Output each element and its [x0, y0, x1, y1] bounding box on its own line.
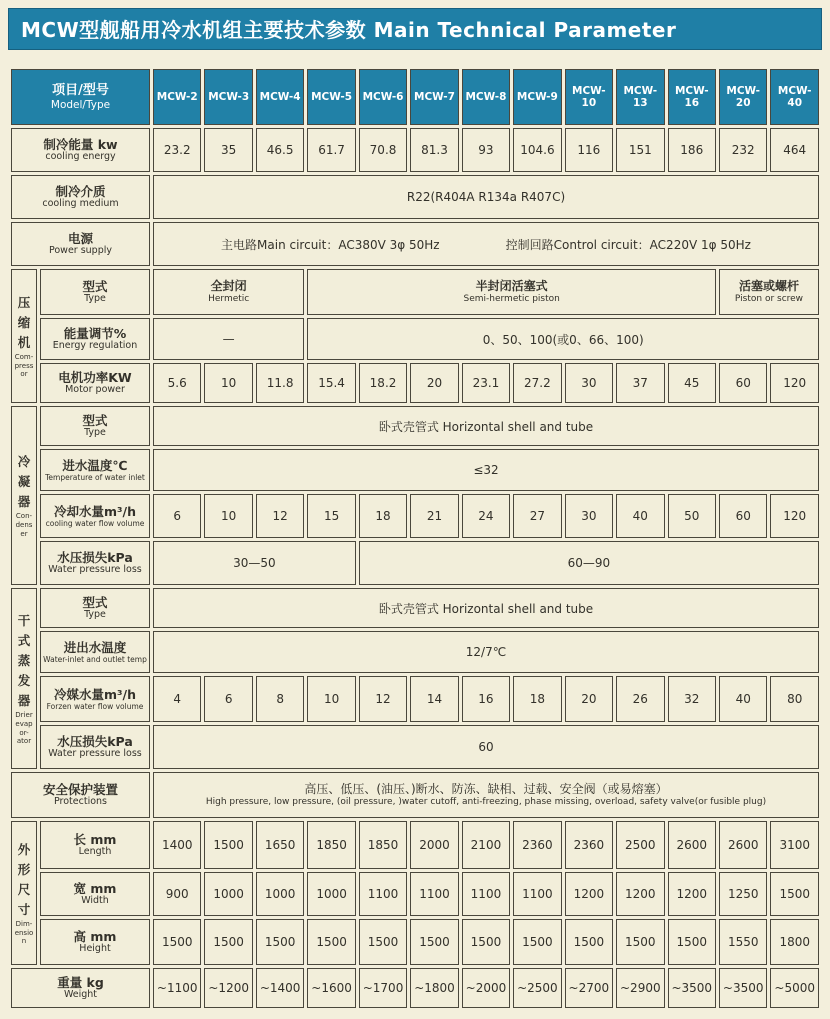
- group-label-evaporator: 干式蒸发器 Drier evapor- ator: [11, 588, 37, 769]
- model-header-cell: MCW-4: [256, 69, 304, 125]
- value-cell: 1200: [616, 872, 664, 916]
- table-row-cooling-water: [11, 494, 819, 538]
- row-label-evap-pressure-loss: 水压损失kPa Water pressure loss: [40, 725, 150, 769]
- value-cell: 18: [513, 676, 561, 722]
- value-cell: 1500: [513, 919, 561, 965]
- model-header-cell: MCW-13: [616, 69, 664, 125]
- table-row-protections: [11, 772, 819, 818]
- row-label-protections: 安全保护装置 Protections: [11, 772, 150, 818]
- value-cell: ~1200: [204, 968, 252, 1008]
- table-row-condenser-type: [11, 406, 819, 446]
- value-cell: 32: [668, 676, 716, 722]
- model-header-cell: MCW-8: [462, 69, 510, 125]
- value-cell: 151: [616, 128, 664, 172]
- value-cell: 6: [204, 676, 252, 722]
- value-cell: 120: [770, 363, 819, 403]
- value-cell: ~1600: [307, 968, 355, 1008]
- value-cell: 2500: [616, 821, 664, 869]
- table-row-cooling-medium: [11, 175, 819, 219]
- value-cell: 1550: [719, 919, 767, 965]
- evap-pressure-loss-value: 60: [153, 725, 819, 769]
- row-label-compressor-type: 型式 Type: [40, 269, 150, 315]
- value-cell: 15.4: [307, 363, 355, 403]
- value-cell: 3100: [770, 821, 819, 869]
- table-row-length: [11, 821, 819, 869]
- condenser-type-value: 卧式壳管式 Horizontal shell and tube: [153, 406, 819, 446]
- value-cell: 1500: [616, 919, 664, 965]
- header-label-en: Model/Type: [50, 99, 111, 112]
- value-cell: 26: [616, 676, 664, 722]
- value-cell: 2600: [668, 821, 716, 869]
- value-cell: 1500: [256, 919, 304, 965]
- table-row-inout-temp: [11, 631, 819, 673]
- row-label-cooling-energy: 制冷能量 kw cooling energy: [11, 128, 150, 172]
- value-cell: 15: [307, 494, 355, 538]
- table-row-frozen-water: [11, 676, 819, 722]
- header-model-type-cell: [11, 69, 150, 125]
- value-cell: 2000: [410, 821, 458, 869]
- value-cell: 1400: [153, 821, 201, 869]
- value-cell: 23.1: [462, 363, 510, 403]
- value-cell: 1500: [770, 872, 819, 916]
- value-cell: 8: [256, 676, 304, 722]
- value-cell: 6: [153, 494, 201, 538]
- value-cell: 70.8: [359, 128, 407, 172]
- value-cell: 1500: [153, 919, 201, 965]
- value-cell: 1500: [204, 821, 252, 869]
- value-cell: 464: [770, 128, 819, 172]
- value-cell: 12: [256, 494, 304, 538]
- model-header-cell: MCW-10: [565, 69, 613, 125]
- value-cell: 14: [410, 676, 458, 722]
- value-cell: 1500: [565, 919, 613, 965]
- value-cell: 2100: [462, 821, 510, 869]
- value-cell: ~2500: [513, 968, 561, 1008]
- table-row-energy-regulation: [11, 318, 819, 360]
- table-row-inlet-temp: [11, 449, 819, 491]
- value-cell: 10: [204, 363, 252, 403]
- row-label-cond-pressure-loss: 水压损失kPa Water pressure loss: [40, 541, 150, 585]
- value-cell: 35: [204, 128, 252, 172]
- header-label-zh: 项目/型号: [52, 82, 109, 98]
- value-cell: 46.5: [256, 128, 304, 172]
- cond-pressure-loss-left: 30—50: [153, 541, 356, 585]
- value-cell: 900: [153, 872, 201, 916]
- value-cell: 1500: [668, 919, 716, 965]
- value-cell: 37: [616, 363, 664, 403]
- protections-en: High pressure, low pressure, (oil pressure, )water cutoff, anti-freezing, phase missing, overload, safety valve(or fusible plug): [205, 797, 767, 808]
- row-label-cooling-medium: 制冷介质 cooling medium: [11, 175, 150, 219]
- inlet-temp-value: ≤32: [153, 449, 819, 491]
- model-header-cell: MCW-7: [410, 69, 458, 125]
- value-cell: 2360: [565, 821, 613, 869]
- value-cell: 93: [462, 128, 510, 172]
- row-label-power-supply: 电源 Power supply: [11, 222, 150, 266]
- cond-pressure-loss-right: 60—90: [359, 541, 819, 585]
- value-cell: 1100: [359, 872, 407, 916]
- model-header-cell: MCW-5: [307, 69, 355, 125]
- value-cell: 27.2: [513, 363, 561, 403]
- row-label-energy-regulation: 能量调节% Energy regulation: [40, 318, 150, 360]
- value-cell: 40: [719, 676, 767, 722]
- value-cell: ~3500: [668, 968, 716, 1008]
- value-cell: ~1800: [410, 968, 458, 1008]
- table-row-height: [11, 919, 819, 965]
- value-cell: 60: [719, 363, 767, 403]
- value-cell: 12: [359, 676, 407, 722]
- page-title: MCW型舰船用冷水机组主要技术参数 Main Technical Parameter: [8, 8, 822, 50]
- table-row-compressor-type: [11, 269, 819, 315]
- value-cell: 24: [462, 494, 510, 538]
- value-cell: ~2700: [565, 968, 613, 1008]
- value-cell: 186: [668, 128, 716, 172]
- spec-table: [8, 66, 822, 1011]
- value-cell: 1100: [462, 872, 510, 916]
- value-cell: 1650: [256, 821, 304, 869]
- value-cell: 18.2: [359, 363, 407, 403]
- model-header-cell: MCW-16: [668, 69, 716, 125]
- value-cell: 1100: [410, 872, 458, 916]
- value-cell: 1850: [307, 821, 355, 869]
- value-cell: 81.3: [410, 128, 458, 172]
- value-cell: 1500: [204, 919, 252, 965]
- model-header-cell: MCW-3: [204, 69, 252, 125]
- value-cell: 21: [410, 494, 458, 538]
- row-label-height: 高 mm Height: [40, 919, 150, 965]
- compressor-hermetic-cell: 全封闭 Hermetic: [153, 269, 304, 315]
- evap-type-value: 卧式壳管式 Horizontal shell and tube: [153, 588, 819, 628]
- table-row-weight: [11, 968, 819, 1008]
- value-cell: 16: [462, 676, 510, 722]
- cooling-medium-value: R22(R404A R134a R407C): [153, 175, 819, 219]
- value-cell: 45: [668, 363, 716, 403]
- table-row-cooling-energy: [11, 128, 819, 172]
- value-cell: 116: [565, 128, 613, 172]
- model-header-cell: MCW-6: [359, 69, 407, 125]
- value-cell: ~1100: [153, 968, 201, 1008]
- model-header-cell: MCW-20: [719, 69, 767, 125]
- value-cell: 5.6: [153, 363, 201, 403]
- energy-regulation-hermetic-value: —: [153, 318, 304, 360]
- value-cell: 80: [770, 676, 819, 722]
- value-cell: 104.6: [513, 128, 561, 172]
- row-label-weight: 重量 kg Weight: [11, 968, 150, 1008]
- value-cell: 27: [513, 494, 561, 538]
- model-header-cell: MCW-9: [513, 69, 561, 125]
- row-label-frozen-water: 冷媒水量m³/h Forzen water flow volume: [40, 676, 150, 722]
- table-row-width: [11, 872, 819, 916]
- row-label-condenser-type: 型式 Type: [40, 406, 150, 446]
- protections-value: [153, 772, 819, 818]
- value-cell: 10: [204, 494, 252, 538]
- compressor-piston-screw-cell: 活塞或螺杆 Piston or screw: [719, 269, 819, 315]
- value-cell: ~2000: [462, 968, 510, 1008]
- value-cell: ~5000: [770, 968, 819, 1008]
- value-cell: ~2900: [616, 968, 664, 1008]
- value-cell: 30: [565, 363, 613, 403]
- value-cell: 1850: [359, 821, 407, 869]
- model-header-cell: MCW-40: [770, 69, 819, 125]
- value-cell: 2360: [513, 821, 561, 869]
- group-label-compressor: 压缩机 Com- pressor: [11, 269, 37, 403]
- value-cell: 120: [770, 494, 819, 538]
- value-cell: 1000: [256, 872, 304, 916]
- table-row-evap-type: [11, 588, 819, 628]
- group-label-dimension: 外形尺寸 Dim- ension: [11, 821, 37, 965]
- row-label-motor-power: 电机功率KW Motor power: [40, 363, 150, 403]
- value-cell: 4: [153, 676, 201, 722]
- value-cell: 40: [616, 494, 664, 538]
- value-cell: 1250: [719, 872, 767, 916]
- value-cell: 2600: [719, 821, 767, 869]
- value-cell: 50: [668, 494, 716, 538]
- value-cell: 1800: [770, 919, 819, 965]
- value-cell: 1500: [410, 919, 458, 965]
- value-cell: ~1700: [359, 968, 407, 1008]
- row-label-inout-temp: 进出水温度 Water-inlet and outlet temp: [40, 631, 150, 673]
- row-label-length: 长 mm Length: [40, 821, 150, 869]
- model-header-cell: MCW-2: [153, 69, 201, 125]
- value-cell: 1000: [204, 872, 252, 916]
- value-cell: 1500: [462, 919, 510, 965]
- table-row-cond-pressure-loss: [11, 541, 819, 585]
- power-supply-value: [153, 222, 819, 266]
- control-circuit-text: 控制回路Control circuit：AC220V 1φ 50Hz: [505, 237, 751, 252]
- value-cell: 1200: [565, 872, 613, 916]
- row-label-cooling-water: 冷却水量m³/h cooling water flow volume: [40, 494, 150, 538]
- value-cell: 61.7: [307, 128, 355, 172]
- compressor-semi-hermetic-cell: 半封闭活塞式 Semi-hermetic piston: [307, 269, 716, 315]
- value-cell: 30: [565, 494, 613, 538]
- value-cell: 60: [719, 494, 767, 538]
- value-cell: 23.2: [153, 128, 201, 172]
- inout-temp-value: 12/7℃: [153, 631, 819, 673]
- row-label-inlet-temp: 进水温度℃ Temperature of water inlet: [40, 449, 150, 491]
- group-label-condenser: 冷凝器 Con- denser: [11, 406, 37, 585]
- value-cell: 1500: [359, 919, 407, 965]
- value-cell: 20: [565, 676, 613, 722]
- value-cell: ~1400: [256, 968, 304, 1008]
- value-cell: 10: [307, 676, 355, 722]
- value-cell: 232: [719, 128, 767, 172]
- row-label-width: 宽 mm Width: [40, 872, 150, 916]
- value-cell: 1200: [668, 872, 716, 916]
- protections-zh: 高压、低压、(油压、)断水、防冻、缺相、过载、安全阀（或易熔塞）: [304, 781, 668, 796]
- row-label-evap-type: 型式 Type: [40, 588, 150, 628]
- value-cell: 20: [410, 363, 458, 403]
- energy-regulation-other-value: 0、50、100(或0、66、100): [307, 318, 819, 360]
- table-row-motor-power: [11, 363, 819, 403]
- table-row-power-supply: [11, 222, 819, 266]
- value-cell: 11.8: [256, 363, 304, 403]
- table-row-evap-pressure-loss: [11, 725, 819, 769]
- main-circuit-text: 主电路Main circuit：AC380V 3φ 50Hz: [221, 237, 440, 252]
- value-cell: ~3500: [719, 968, 767, 1008]
- value-cell: 1100: [513, 872, 561, 916]
- value-cell: 1500: [307, 919, 355, 965]
- value-cell: 1000: [307, 872, 355, 916]
- value-cell: 18: [359, 494, 407, 538]
- table-header-row: [11, 69, 819, 125]
